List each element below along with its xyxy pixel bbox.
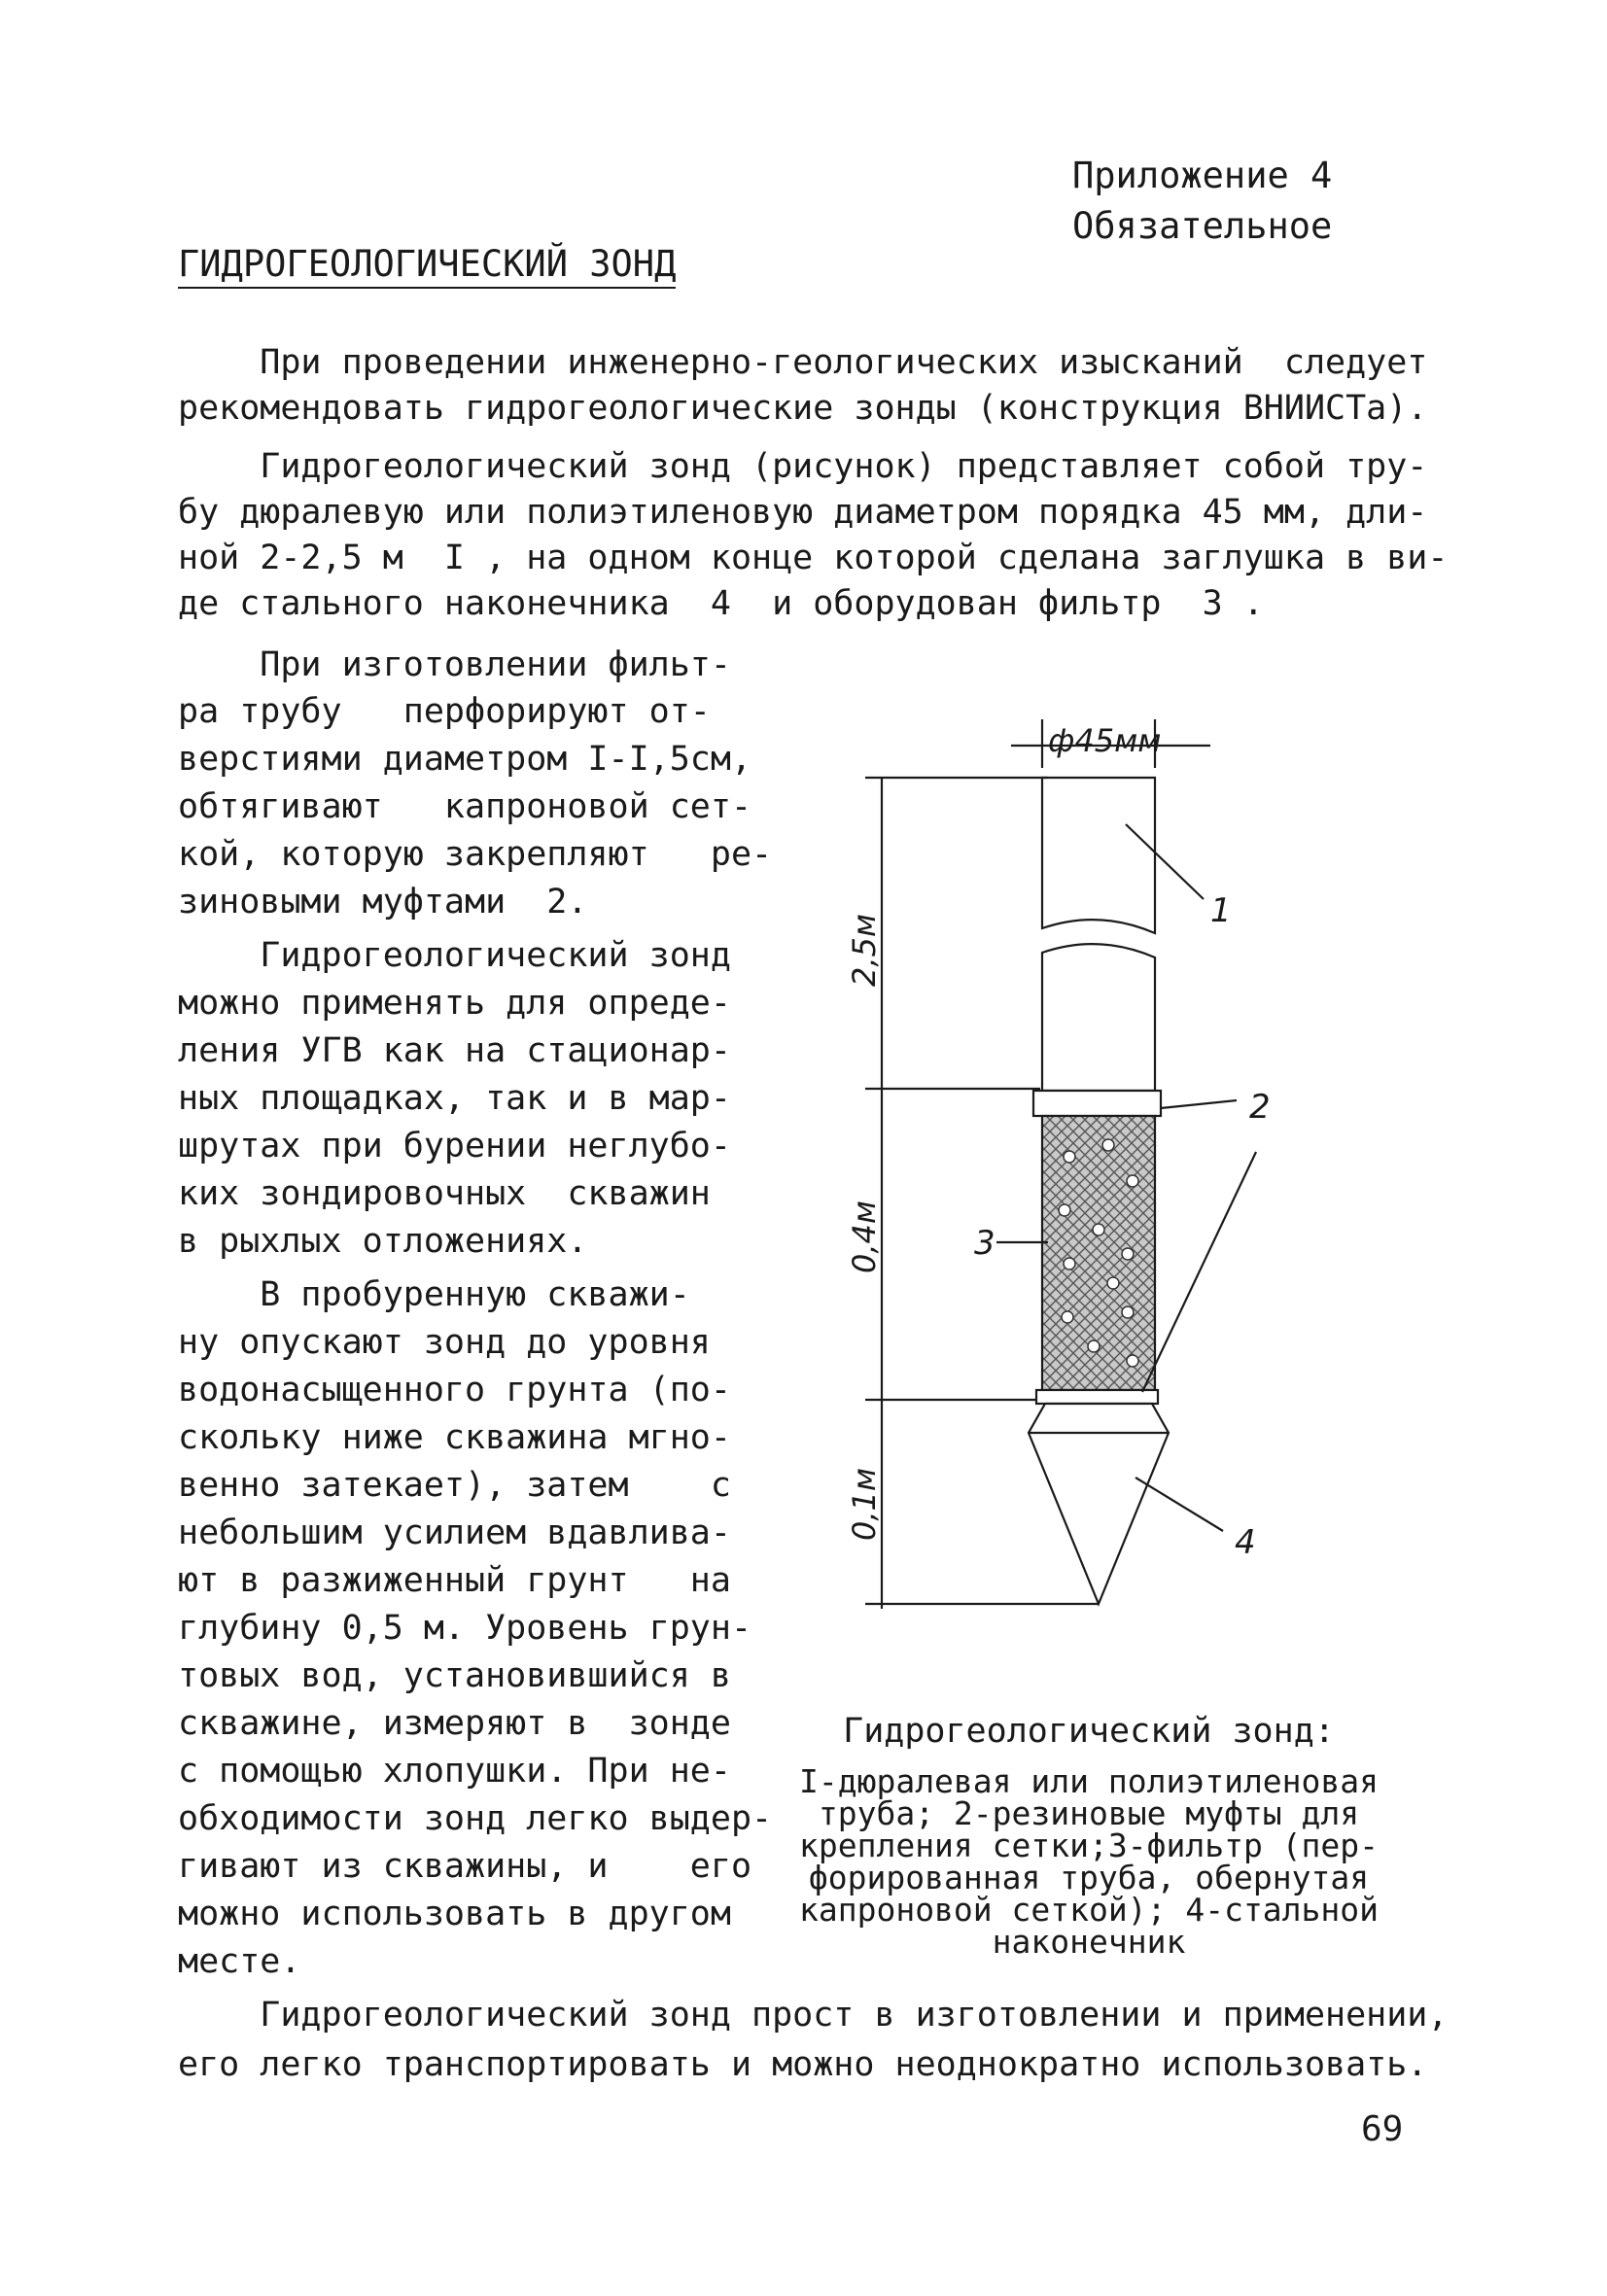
figure-caption (768, 1712, 1410, 1961)
rubber-coupling-top (1033, 1091, 1161, 1116)
text-line: в рыхлых отложениях. (178, 1222, 588, 1261)
caption-line: форированная труба, обернутая (808, 1859, 1370, 1896)
text-line: глубину 0,5 м. Уровень грун- (178, 1609, 752, 1648)
text-line: небольшим усилием вдавлива- (178, 1513, 731, 1552)
dimension-label-middle: 0,4м (846, 1200, 883, 1273)
text-line: Гидрогеологический зонд (178, 936, 731, 975)
leader-line-2 (1161, 1100, 1237, 1108)
text-line: рекомендовать гидрогеологические зонды (конструкция ВНИИСТа). (178, 389, 1428, 428)
text-line: обтягивают капроновой сет- (178, 787, 752, 826)
leader-line-4 (1135, 1478, 1223, 1531)
page-title: ГИДРОГЕОЛОГИЧЕСКИЙ ЗОНД (178, 243, 676, 289)
rubber-coupling-bottom (1036, 1390, 1158, 1404)
text-line: Гидрогеологический зонд прост в изготовлении и применении, (178, 1996, 1449, 2035)
text-line: его легко транспортировать и можно неоднократно использовать. (178, 2045, 1428, 2084)
text-line: де стального наконечника 4 и оборудован фильтр 3 . (178, 584, 1264, 623)
dimension-label-top: 2,5м (846, 913, 883, 987)
text-line: бу дюралевую или полиэтиленовую диаметром порядка 45 мм, дли- (178, 493, 1428, 532)
text-line: При проведении инженерно-геологических изысканий следует (178, 343, 1428, 382)
callout-label-4: 4 (1235, 1523, 1256, 1562)
appendix-status: Обязательное (1072, 205, 1333, 247)
caption-line: капроновой сеткой); 4-стальной (798, 1891, 1380, 1929)
text-line: ных площадках, так и в мар- (178, 1079, 731, 1118)
caption-line: крепления сетки;3-фильтр (пер- (798, 1826, 1380, 1864)
page-number: 69 (1361, 2109, 1404, 2149)
callout-label-1: 1 (1210, 891, 1232, 930)
caption-line: I-дюралевая или полиэтиленовая (798, 1762, 1380, 1800)
diameter-label: ф45мм (1048, 722, 1162, 759)
leader-line-1 (1126, 824, 1204, 899)
text-line: Гидрогеологический зонд (рисунок) представляет собой тру- (178, 447, 1428, 486)
text-line: зиновыми муфтами 2. (178, 883, 588, 922)
caption-line: наконечник (992, 1923, 1186, 1961)
appendix-label: Приложение 4 (1072, 155, 1333, 196)
text-line: ют в разжиженный грунт на (178, 1561, 731, 1600)
text-line: венно затекает), затем с (178, 1466, 731, 1505)
text-line: с помощью хлопушки. При не- (178, 1752, 731, 1791)
text-line: ления УГВ как на стационар- (178, 1031, 731, 1070)
text-line: ких зондировочных скважин (178, 1174, 711, 1213)
text-line: шрутах при бурении неглубо- (178, 1127, 731, 1165)
text-line: кой, которую закрепляют ре- (178, 835, 773, 874)
text-line: можно применять для опреде- (178, 984, 731, 1023)
caption-title: Гидрогеологический зонд: (843, 1712, 1335, 1751)
pipe-upper-segment (1042, 778, 1155, 933)
text-line: В пробуренную скважи- (178, 1275, 690, 1314)
pipe-lower-segment (1042, 944, 1155, 1091)
text-line: гивают из скважины, и его (178, 1847, 752, 1886)
text-line: товых вод, установившийся в (178, 1656, 731, 1695)
dimension-label-bottom: 0,1м (846, 1467, 883, 1541)
text-line: ну опускают зонд до уровня (178, 1323, 711, 1362)
text-line: ра трубу перфорируют от- (178, 692, 711, 731)
callout-label-3: 3 (974, 1224, 996, 1263)
caption-line: труба; 2-резиновые муфты для (818, 1794, 1360, 1832)
leader-line-2b (1142, 1152, 1256, 1392)
text-line: водонасыщенного грунта (по- (178, 1371, 731, 1409)
text-line: скважине, измеряют в зонде (178, 1704, 731, 1743)
callout-label-2: 2 (1249, 1088, 1271, 1127)
text-line: ной 2-2,5 м I , на одном конце которой сделана заглушка в ви- (178, 539, 1449, 577)
text-line: месте. (178, 1942, 301, 1981)
text-line: верстиями диаметром I-I,5см, (178, 740, 752, 779)
text-line: обходимости зонд легко выдер- (178, 1799, 773, 1838)
text-line: можно использовать в другом (178, 1895, 731, 1933)
text-line: При изготовлении фильт- (178, 645, 731, 684)
text-line: скольку ниже скважина мгно- (178, 1418, 731, 1457)
